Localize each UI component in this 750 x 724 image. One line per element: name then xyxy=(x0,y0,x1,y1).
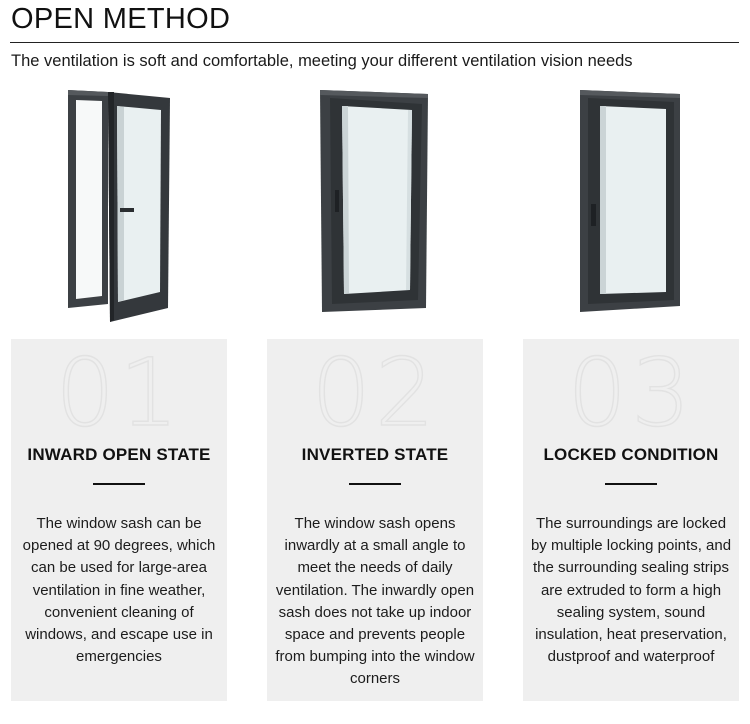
window-handle xyxy=(335,190,339,212)
locked-window-image xyxy=(576,86,686,318)
sash-glass xyxy=(342,106,412,294)
card-title: INWARD OPEN STATE xyxy=(27,445,211,464)
card-number: 03 xyxy=(567,339,695,448)
card-title: INVERTED STATE xyxy=(301,445,449,464)
card-divider xyxy=(605,483,657,485)
page-title: OPEN METHOD xyxy=(11,3,231,35)
window-handle xyxy=(120,208,134,212)
card-description: The window sash opens inwardly at a small angle to meet the needs of daily ventilation. The inwardly open sash does not take up indoor space and prevents people from bumping into the window corners xyxy=(275,515,475,688)
glass-reflection xyxy=(117,106,124,302)
page-subtitle: The ventilation is soft and comfortable, meeting your different ventilation vision needs xyxy=(11,52,633,70)
state-card-locked xyxy=(523,339,739,701)
inverted-window-image xyxy=(316,86,436,318)
sash-glass xyxy=(600,106,666,294)
title-divider xyxy=(10,42,739,43)
card-description: The surroundings are locked by multiple locking points, and the surrounding sealing strips are extruded to form a high sealing system, sound insulation, heat preservation, dustproof and waterproof xyxy=(530,515,732,666)
card-description: The window sash can be opened at 90 degrees, which can be used for large-area ventilation in fine weather, convenient cleaning of windows, and escape use in emergencies xyxy=(22,515,216,666)
frame-top-edge xyxy=(68,90,108,96)
card-divider xyxy=(349,483,401,485)
card-number: 02 xyxy=(311,339,439,448)
card-divider xyxy=(93,483,145,485)
inward-open-window-image xyxy=(64,86,176,324)
sash-hinge-edge xyxy=(108,92,114,322)
window-handle xyxy=(591,204,596,226)
state-card-inward-open xyxy=(11,339,227,701)
glass-reflection xyxy=(600,106,606,294)
state-card-inverted xyxy=(267,339,483,701)
window-frame-opening xyxy=(76,100,102,299)
card-title: LOCKED CONDITION xyxy=(543,445,719,464)
card-number: 01 xyxy=(55,339,183,448)
